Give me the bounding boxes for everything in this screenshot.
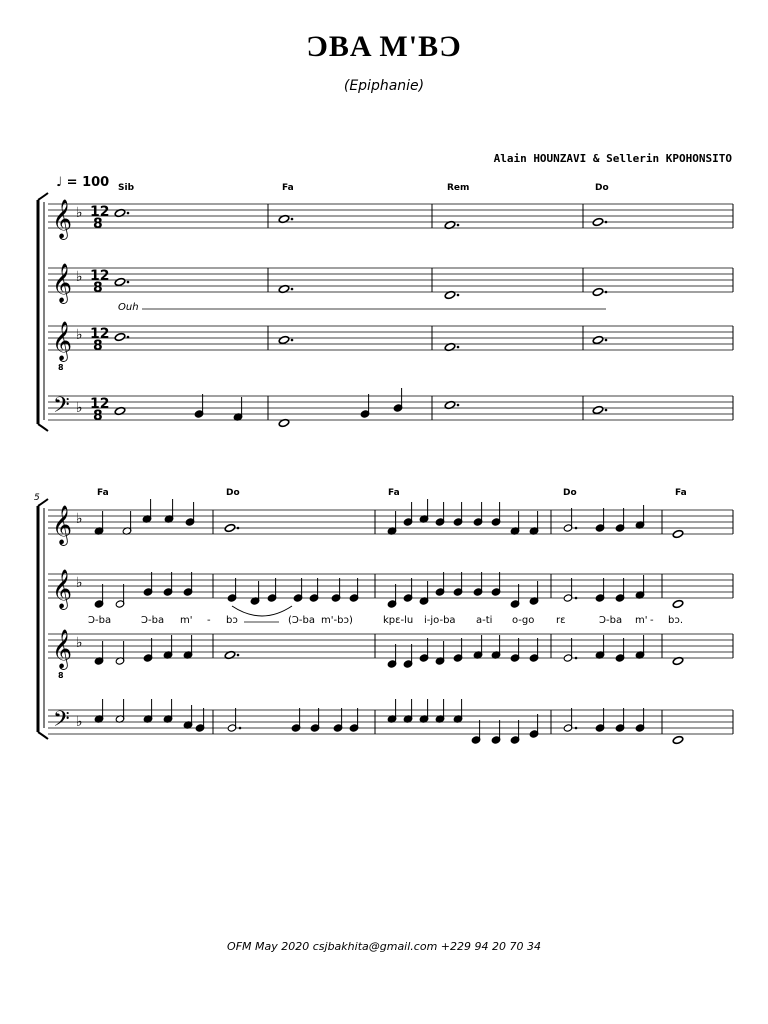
note (615, 708, 625, 732)
note (635, 505, 645, 529)
flat-icon: ♭ (76, 205, 83, 221)
note (227, 578, 237, 602)
staff (48, 263, 733, 304)
note (115, 641, 125, 665)
flat-icon: ♭ (76, 714, 83, 730)
note (595, 635, 605, 659)
composer-credit: Alain HOUNZAVI & Sellerin KPOHONSITO (493, 152, 732, 165)
note (403, 502, 413, 526)
lyric-syllable: i-jo-ba (424, 615, 456, 626)
time-signature-top: 12 (90, 204, 110, 220)
note (163, 699, 173, 723)
lyric-syllable: bɔ (226, 615, 238, 626)
note (453, 572, 463, 596)
time-signature-bottom: 8 (93, 280, 103, 296)
lyric-syllable: - (650, 615, 654, 626)
note (453, 502, 463, 526)
note (635, 635, 645, 659)
chord-symbol: Sib (118, 183, 135, 193)
note (563, 708, 577, 732)
time-signature-top: 12 (90, 396, 110, 412)
note (227, 708, 241, 732)
note (595, 508, 605, 532)
octave-mark: 8 (58, 363, 64, 372)
note (94, 699, 104, 723)
time-signature-bottom: 8 (93, 216, 103, 232)
time-signature-bottom: 8 (93, 338, 103, 354)
note (473, 635, 483, 659)
note (491, 720, 501, 744)
note (194, 394, 204, 418)
footer-credit: OFM May 2020 csjbakhita@gmail.com +229 94 20 70 34 (227, 940, 541, 953)
note (143, 572, 153, 596)
note (403, 644, 413, 668)
note (278, 335, 293, 344)
chord-symbol: Do (595, 183, 609, 193)
note (403, 699, 413, 723)
note (250, 581, 260, 605)
chord-symbol: Fa (388, 488, 400, 498)
note (592, 335, 607, 344)
chord-symbol: Fa (282, 183, 294, 193)
flat-icon: ♭ (76, 327, 83, 343)
note (453, 638, 463, 662)
slur (232, 606, 292, 616)
note (387, 644, 397, 668)
note (142, 499, 152, 523)
note (563, 508, 577, 532)
note (453, 699, 463, 723)
note (293, 578, 303, 602)
note (672, 735, 683, 744)
note (115, 699, 125, 723)
note (195, 708, 205, 732)
note (529, 638, 539, 662)
note (122, 511, 132, 535)
lyric-syllable: Ɔ-ba (88, 615, 112, 626)
flat-icon: ♭ (76, 511, 83, 527)
tempo-marking: ♩ = 100 (56, 175, 110, 190)
lyric-syllable: a-ti (476, 615, 493, 626)
chord-symbol: Do (226, 488, 240, 498)
note (592, 217, 607, 226)
note (143, 699, 153, 723)
lyric-syllable: m' (180, 615, 193, 626)
note (510, 511, 520, 535)
note (115, 584, 125, 608)
treble-clef-icon: 𝄞 (52, 199, 73, 239)
note (163, 572, 173, 596)
note (471, 720, 481, 744)
note (595, 708, 605, 732)
note (595, 578, 605, 602)
note (419, 699, 429, 723)
lyric-syllable: (Ɔ-ba (288, 615, 316, 626)
note (563, 638, 577, 662)
note (393, 388, 403, 412)
lyric-syllable: - (207, 615, 211, 626)
note (183, 572, 193, 596)
lyric-syllable: kpɛ-lu (383, 615, 414, 626)
note (592, 287, 607, 296)
note (331, 578, 341, 602)
note (183, 635, 193, 659)
note (309, 578, 319, 602)
note (185, 502, 195, 526)
octave-mark: 8 (58, 671, 64, 680)
note (435, 572, 445, 596)
note (387, 699, 397, 723)
flat-icon: ♭ (76, 400, 83, 416)
note (435, 502, 445, 526)
note (529, 581, 539, 605)
note (291, 708, 301, 732)
lyric-syllable: m' (635, 615, 648, 626)
note (183, 705, 193, 729)
note (473, 502, 483, 526)
staff (48, 629, 733, 680)
note (267, 578, 277, 602)
note (360, 394, 370, 418)
treble-clef-icon: 𝄞 (52, 505, 73, 545)
lyric-syllable: o-go (512, 615, 535, 626)
note (510, 584, 520, 608)
note (233, 397, 243, 421)
note (387, 584, 397, 608)
note (94, 641, 104, 665)
note (419, 581, 429, 605)
note (419, 638, 429, 662)
note (491, 635, 501, 659)
note (435, 699, 445, 723)
staff (48, 199, 733, 240)
lyric-syllable: Ɔ-ba (599, 615, 623, 626)
note (563, 578, 577, 602)
note (143, 638, 153, 662)
time-signature-top: 12 (90, 268, 110, 284)
note (94, 584, 104, 608)
note (94, 511, 104, 535)
treble-clef-icon: 𝄞 (52, 629, 73, 669)
treble-clef-icon: 𝄞 (52, 263, 73, 303)
note (615, 578, 625, 602)
time-signature-top: 12 (90, 326, 110, 342)
time-signature-bottom: 8 (93, 408, 103, 424)
system-1 (38, 183, 733, 431)
lyric-syllable: bɔ. (668, 615, 684, 626)
note (349, 578, 359, 602)
lyric-syllable: m'-bɔ) (321, 615, 353, 626)
note (164, 499, 174, 523)
note (529, 714, 539, 738)
bass-clef-icon: 𝄢 (53, 393, 70, 423)
treble-clef-icon: 𝄞 (52, 569, 73, 609)
bass-clef-icon: 𝄢 (53, 707, 70, 737)
note (672, 529, 683, 538)
page-subtitle: (Epiphanie) (343, 78, 425, 94)
note (473, 572, 483, 596)
staff (48, 321, 733, 372)
flat-icon: ♭ (76, 269, 83, 285)
note (635, 708, 645, 732)
chord-symbol: Fa (675, 488, 687, 498)
note (114, 332, 129, 341)
lyrics-line (88, 615, 683, 626)
note (635, 575, 645, 599)
treble-clef-icon: 𝄞 (52, 321, 73, 361)
flat-icon: ♭ (76, 635, 83, 651)
note (435, 641, 445, 665)
lyric-syllable: Ouh (118, 302, 139, 313)
flat-icon: ♭ (76, 575, 83, 591)
chord-symbol: Do (563, 488, 577, 498)
note (114, 277, 129, 286)
note (419, 499, 429, 523)
note (349, 708, 359, 732)
chord-symbol: Rem (447, 183, 470, 193)
note (163, 635, 173, 659)
note (615, 508, 625, 532)
note (510, 638, 520, 662)
note (333, 708, 343, 732)
note (529, 511, 539, 535)
note (615, 638, 625, 662)
note (491, 502, 501, 526)
staff (48, 393, 733, 424)
note (403, 578, 413, 602)
lyric-syllable: rɛ (556, 615, 566, 626)
page-title: ƆBA M'BƆ (306, 30, 462, 63)
note (491, 572, 501, 596)
note (672, 599, 683, 608)
note (510, 720, 520, 744)
chord-symbol: Fa (97, 488, 109, 498)
lyric-syllable: Ɔ-ba (141, 615, 165, 626)
note (387, 511, 397, 535)
note (592, 405, 607, 414)
note (224, 523, 239, 532)
note (310, 708, 320, 732)
measure-number: 5 (34, 493, 40, 503)
